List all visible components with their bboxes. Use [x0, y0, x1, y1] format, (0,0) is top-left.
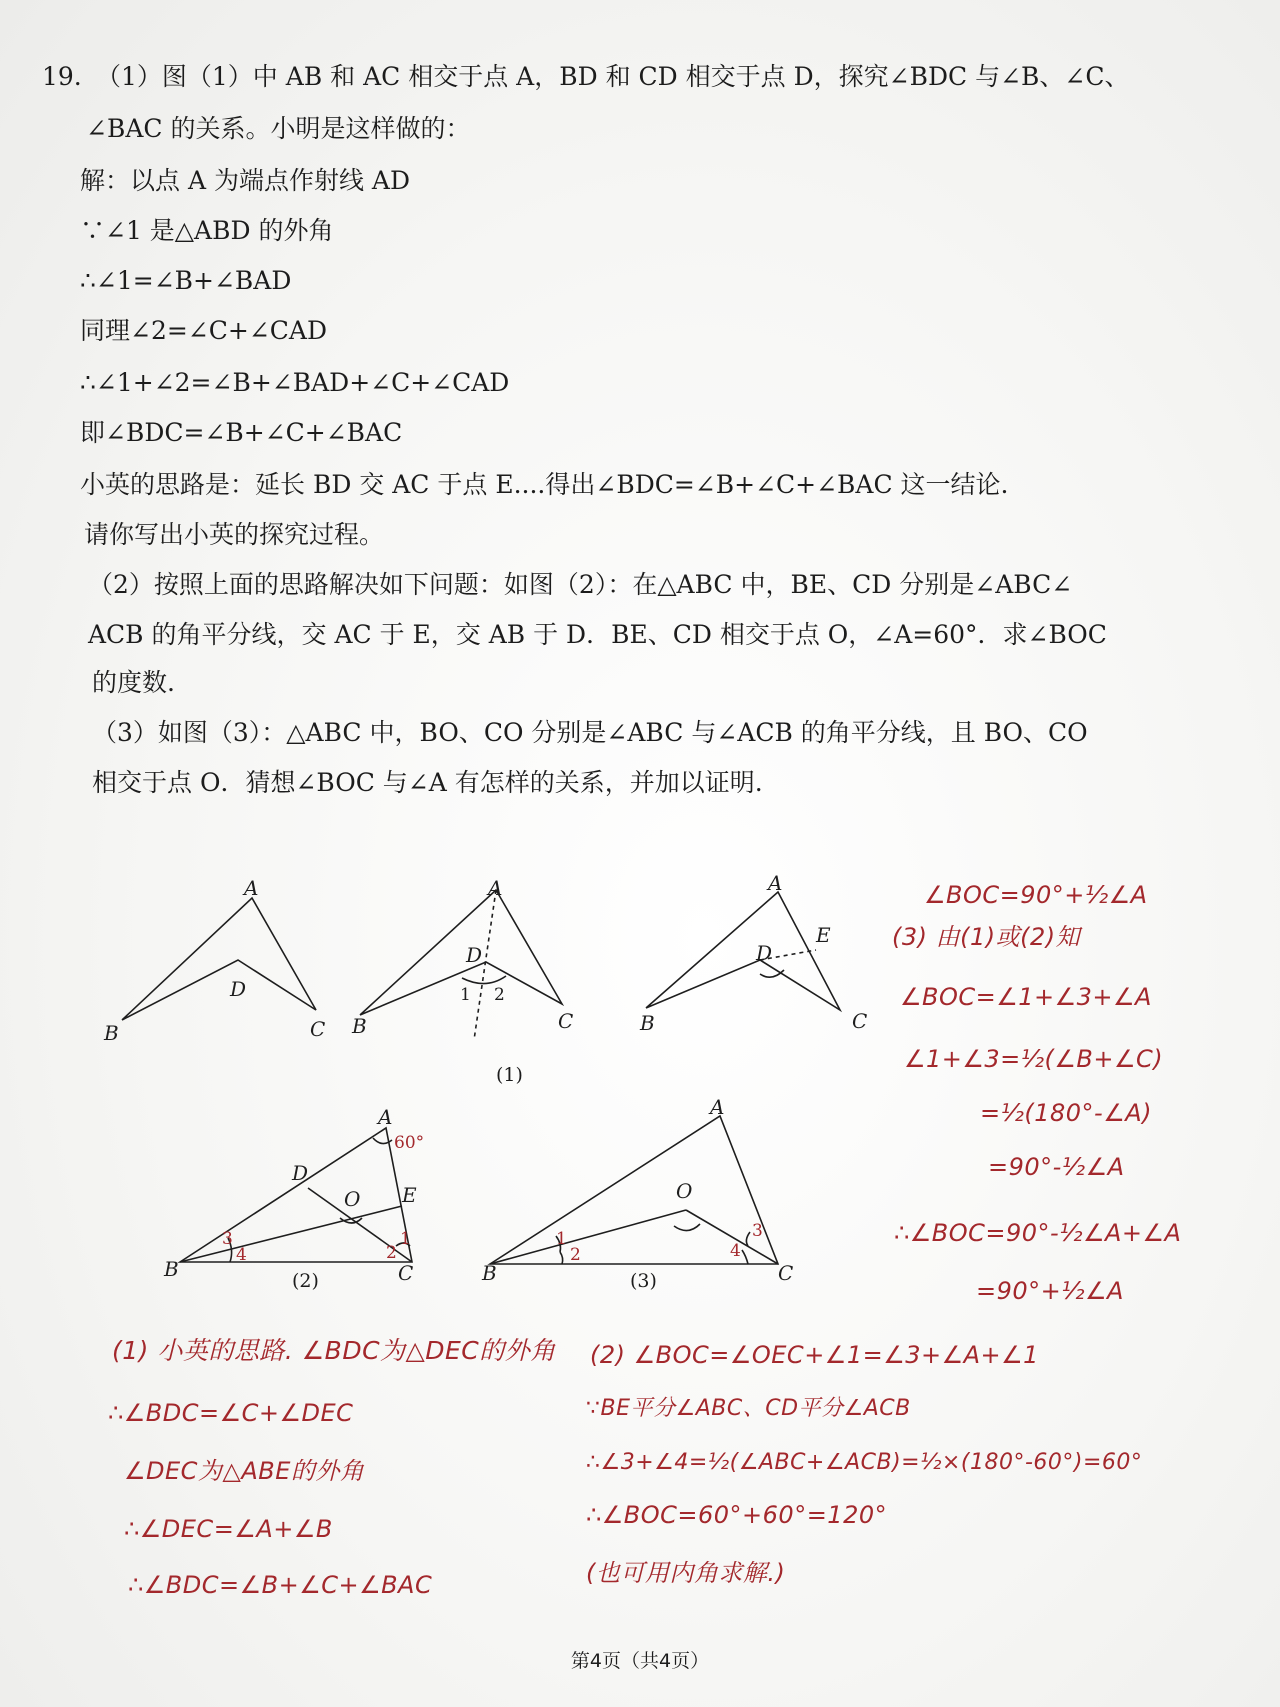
- label-A: A: [768, 871, 783, 895]
- label-C: C: [778, 1261, 794, 1285]
- fig2-caption: (2): [292, 1270, 319, 1292]
- hw-part3-line: =90°+½∠A: [976, 1277, 1124, 1305]
- problem-number: 19.: [42, 62, 82, 91]
- xiaoying-idea: 小英的思路是：延长 BD 交 AC 于点 E....得出∠BDC=∠B+∠C+∠BAC 这一结论.: [80, 470, 1009, 499]
- fig2-mark-1: 1: [400, 1229, 411, 1249]
- part3-line: （3）如图（3）：△ABC 中，BO、CO 分别是∠ABC 与∠ACB 的角平分线，且 BO、CO: [92, 718, 1088, 747]
- solution-line: ∴∠1+∠2=∠B+∠BAD+∠C+∠CAD: [80, 368, 510, 397]
- part2-line: 的度数.: [92, 668, 175, 697]
- xiaoying-request: 请你写出小英的探究过程。: [84, 520, 385, 549]
- label-C: C: [852, 1009, 868, 1033]
- fig3-mark-2: 2: [570, 1245, 581, 1265]
- label-D: D: [756, 941, 773, 965]
- fig1b-angle-arc: [462, 976, 506, 984]
- label-C: C: [558, 1009, 574, 1033]
- label-O: O: [344, 1187, 361, 1211]
- part3-line: 相交于点 O．猜想∠BOC 与∠A 有怎样的关系，并加以证明.: [92, 768, 763, 797]
- part1-intro-line2: ∠BAC 的关系。小明是这样做的：: [86, 114, 471, 143]
- fig3-arc-C2: [742, 1250, 748, 1264]
- label-D: D: [292, 1161, 309, 1185]
- label-D: D: [466, 943, 483, 967]
- solution-line: 同理∠2=∠C+∠CAD: [80, 316, 327, 345]
- fig3-arc-B2: [560, 1252, 563, 1264]
- part2-line: （2）按照上面的思路解决如下问题：如图（2）：在△ABC 中，BE、CD 分别是∠ABC∠: [88, 570, 1073, 599]
- solution-line: 解：以点 A 为端点作射线 AD: [80, 166, 410, 195]
- label-O: O: [676, 1179, 693, 1203]
- label-B: B: [640, 1011, 655, 1035]
- fig3-mark-1: 1: [556, 1229, 567, 1249]
- label-A: A: [244, 876, 259, 900]
- fig3-caption: (3): [630, 1270, 657, 1292]
- hw-part1-line: ∴∠BDC=∠B+∠C+∠BAC: [128, 1571, 433, 1599]
- fig2-mark-3: 3: [222, 1229, 233, 1249]
- part2-line: ACB 的角平分线，交 AC 于 E，交 AB 于 D．BE、CD 相交于点 O，∠A=60°．求∠BOC: [88, 620, 1107, 649]
- fig2-mark-2: 2: [386, 1243, 397, 1263]
- fig3-mark-4: 4: [730, 1241, 741, 1261]
- hw-part3-line: ∠1+∠3=½(∠B+∠C): [904, 1045, 1164, 1073]
- hw-part3-line: =90°-½∠A: [988, 1153, 1125, 1181]
- hw-part2-line: (也可用内角求解.): [586, 1559, 786, 1587]
- part1-intro-line1: （1）图（1）中 AB 和 AC 相交于点 A，BD 和 CD 相交于点 D，探究∠BDC 与∠B、∠C、: [96, 62, 1130, 91]
- hw-part3-line: (3) 由(1)或(2)知: [892, 923, 1081, 951]
- label-C: C: [310, 1017, 326, 1041]
- fig3-arc-C1: [746, 1232, 750, 1246]
- hw-part1-line: ∴∠BDC=∠C+∠DEC: [108, 1399, 354, 1427]
- label-B: B: [352, 1014, 367, 1038]
- label-A: A: [710, 1095, 725, 1119]
- label-B: B: [482, 1261, 497, 1285]
- angle-mark-2: 2: [494, 985, 505, 1005]
- hw-part3-line: =½(180°-∠A): [980, 1099, 1152, 1127]
- solution-line: ∴∠1=∠B+∠BAD: [80, 266, 292, 295]
- label-E: E: [816, 923, 831, 947]
- label-A: A: [378, 1105, 393, 1129]
- solution-line: ∵∠1 是△ABD 的外角: [80, 216, 334, 245]
- hw-part2-line: (2) ∠BOC=∠OEC+∠1=∠3+∠A+∠1: [590, 1341, 1039, 1369]
- label-A: A: [488, 876, 503, 900]
- fig3-arc-O: [674, 1224, 700, 1231]
- fig1c-angle-arc: [760, 970, 784, 977]
- hw-part3-line: ∠BOC=90°+½∠A: [924, 881, 1148, 909]
- hw-part3-line: ∠BOC=∠1+∠3+∠A: [900, 983, 1152, 1011]
- fig2-angle-note: 60°: [394, 1133, 425, 1153]
- fig1-caption: (1): [496, 1064, 523, 1086]
- label-B: B: [164, 1257, 179, 1281]
- hw-part2-line: ∴∠3+∠4=½(∠ABC+∠ACB)=½×(180°-60°)=60°: [586, 1450, 1143, 1475]
- label-D: D: [230, 977, 247, 1001]
- hw-part2-line: ∴∠BOC=60°+60°=120°: [586, 1501, 888, 1529]
- fig3-bisector-BO: [490, 1210, 686, 1264]
- fig2-triangle: [180, 1128, 412, 1262]
- label-E: E: [402, 1183, 417, 1207]
- label-B: B: [104, 1021, 119, 1045]
- fig1a-shape: [122, 898, 316, 1020]
- hw-part3-line: ∴∠BOC=90°-½∠A+∠A: [894, 1219, 1182, 1247]
- angle-mark-1: 1: [460, 985, 471, 1005]
- hw-part1-line: (1) 小英的思路. ∠BDC为△DEC的外角: [112, 1336, 556, 1365]
- hw-part1-line: ∴∠DEC=∠A+∠B: [124, 1515, 333, 1543]
- fig2-bisector-BE: [180, 1206, 402, 1262]
- solution-line: 即∠BDC=∠B+∠C+∠BAC: [80, 418, 403, 447]
- fig3-mark-3: 3: [752, 1221, 763, 1241]
- label-C: C: [398, 1261, 414, 1285]
- hw-part2-line: ∵BE平分∠ABC、CD平分∠ACB: [586, 1396, 911, 1421]
- page-footer: 第4页（共4页）: [570, 1650, 710, 1672]
- hw-part1-line: ∠DEC为△ABE的外角: [124, 1457, 365, 1485]
- fig2-mark-4: 4: [236, 1245, 247, 1265]
